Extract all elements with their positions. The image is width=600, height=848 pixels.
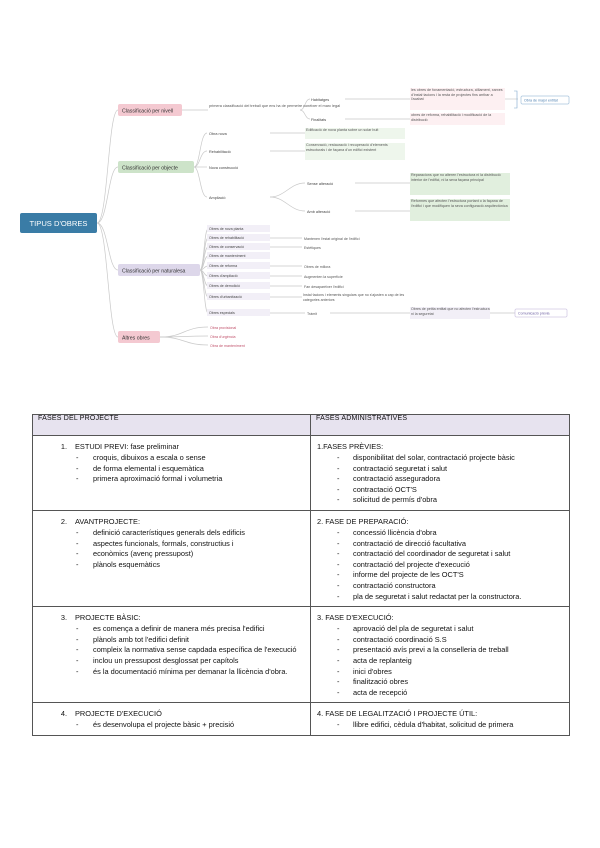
phase-items <box>39 453 304 485</box>
table-row <box>33 436 570 511</box>
list-item: - presentació avís previ a la conselleria de treball <box>317 645 563 656</box>
cell-right <box>311 436 570 511</box>
objecte-subnote-1: Reformes que afecten l'estructura portant o la façana de l'edifici i que modifiquen la seva configuració arquitectònica <box>411 199 508 208</box>
list-item: - contractació de direcció facultativa <box>317 539 563 550</box>
cell-left <box>33 607 311 703</box>
naturalesa-desc: Obres de petita entitat que no afecten l'estructura ni la seguretat <box>411 307 490 316</box>
list-item: - contractació seguretat i salut <box>317 464 563 475</box>
list-item: - croquis, dibuixos a escala o sense <box>39 453 304 464</box>
cell-left <box>33 510 311 606</box>
phase-items <box>39 624 304 677</box>
cell-right <box>311 703 570 736</box>
altres-item: Obra provisional <box>210 326 237 330</box>
nivell-note-1: obres de reforma, rehabilitació i modificació de la distribució <box>411 113 492 122</box>
list-item: - és desenvolupa el projecte bàsic + precisió <box>39 720 304 731</box>
list-item: - contractació constructora <box>317 581 563 592</box>
objecte-item: Nova construcció <box>209 166 239 170</box>
bracket <box>514 91 517 108</box>
phase-items <box>39 720 304 731</box>
objecte-note-1: Conservació, restauració i recuperació d'elements estructurals i de façana d'un edifici existent <box>306 143 388 152</box>
svg-text:Classificació per objecte: Classificació per objecte <box>122 165 178 172</box>
table-header-row <box>33 415 570 436</box>
list-item: - llibre edifici, cèdula d'habitat, solicitud de primera <box>317 720 563 731</box>
list-item: - informe del projecte de les OCT'S <box>317 570 563 581</box>
cell-left <box>33 436 311 511</box>
svg-text:Classificació per nivell: Classificació per nivell <box>122 108 174 115</box>
phase-items <box>39 528 304 570</box>
naturalesa-item: Obres de reforma <box>209 264 238 268</box>
list-item: - solicitud de permís d'obra <box>317 495 563 506</box>
phase-title: 4. FASE DE LEGALITZACIÓ I PROJECTE ÚTIL: <box>317 709 478 719</box>
nivell-desc: primera classificació del treball que ens ha de permetre conèixer el marc legal <box>209 104 341 108</box>
phase-items <box>317 720 563 731</box>
svg-text:TIPUS D'OBRES: TIPUS D'OBRES <box>29 219 88 228</box>
nivell-sub-0: Habitatges <box>311 98 330 102</box>
list-item: - és la documentació mínima per demanar la llicència d'obra. <box>39 667 304 678</box>
objecte-note-0: Edificació de nova planta sobre un solar buit <box>306 128 379 132</box>
cell-right <box>311 510 570 606</box>
naturalesa-item: Obres de demolició <box>209 284 240 288</box>
branch-nivell[interactable] <box>118 104 182 116</box>
objecte-subnote-0: Reparacions que no alteren l'estructura ni la distribució interior de l'edifici, ni la seva façana principal <box>411 173 501 182</box>
phase-title: 4. PROJECTE D'EXECUCIÓ <box>60 709 162 719</box>
naturalesa-note: Augmenten la superfície <box>304 275 343 279</box>
objecte-item: Ampliació <box>209 196 226 200</box>
list-item: - concessió llicència d'obra <box>317 528 563 539</box>
list-item: - contractació OCT'S <box>317 485 563 496</box>
root-node[interactable] <box>20 213 97 233</box>
naturalesa-items <box>207 225 270 316</box>
phase-items <box>317 528 563 602</box>
list-item: - finalització obres <box>317 677 563 688</box>
phase-title: 3. FASE D'EXECUCIÓ: <box>317 613 394 623</box>
list-item: - contractació del coordinador de seguretat i salut <box>317 549 563 560</box>
naturalesa-tag: Comunicació prèvia <box>518 311 550 316</box>
list-item: - contractació asseguradora <box>317 474 563 485</box>
branch-naturalesa[interactable] <box>118 264 200 276</box>
phase-title: 2. AVANTPROJECTE: <box>60 516 141 526</box>
list-item: - es comença a definir de manera més precisa l'edifici <box>39 624 304 635</box>
branch-altres[interactable] <box>118 331 160 343</box>
cell-right <box>311 607 570 703</box>
naturalesa-item: Obres d'urbanització <box>209 295 242 299</box>
list-item: - acta de replanteig <box>317 656 563 667</box>
naturalesa-note: Estètiques <box>304 246 321 250</box>
naturalesa-notes <box>304 237 360 289</box>
list-item: - definició característiques generals dels edificis <box>39 528 304 539</box>
cell-left <box>33 703 311 736</box>
naturalesa-note: Fan desaparèixer l'edifici <box>304 285 344 289</box>
altres-item: Obra de manteniment <box>210 344 245 348</box>
objecte-items <box>209 132 238 200</box>
svg-text:Altres obres: Altres obres <box>122 335 150 342</box>
table-row <box>33 703 570 736</box>
list-item: - inclou un pressupost desglossat per capítols <box>39 656 304 667</box>
list-item: - contractació del projecte d'execució <box>317 560 563 571</box>
nivell-sub-1: Finalitats <box>311 118 327 122</box>
naturalesa-note: Obres de millora <box>304 265 331 269</box>
header-fases-administratives: FASES ADMINISTRATIVES <box>311 415 570 436</box>
phase-title: 1. ESTUDI PREVI: fase preliminar <box>60 442 179 451</box>
phase-title: 1.FASES PRÈVIES: <box>317 442 384 451</box>
naturalesa-item: Obres de conservació <box>209 245 244 249</box>
list-item: - aprovació del pla de seguretat i salut <box>317 624 563 635</box>
naturalesa-item: Obres de manteniment <box>209 254 246 258</box>
naturalesa-item: Obres de nova planta <box>209 227 244 231</box>
mind-map <box>0 0 600 400</box>
nivell-tag: Obra de major entitat <box>524 98 558 103</box>
list-item: - plànols esquemàtics <box>39 560 304 571</box>
objecte-sub-0: Sense alteració <box>307 182 334 186</box>
objecte-sub-1: Amb alteració <box>307 210 331 214</box>
list-item: - aspectes funcionals, formals, constructius i <box>39 539 304 550</box>
list-item: - acta de recepció <box>317 688 563 699</box>
branch-objecte[interactable] <box>118 161 194 173</box>
table-row <box>33 510 570 606</box>
list-item: - disponibilitat del solar, contractació projecte bàsic <box>317 453 563 464</box>
altres-item: Obra d'urgència <box>210 335 236 339</box>
list-item: - primera aproximació formal i volumetria <box>39 474 304 485</box>
header-fases-projecte: FASES DEL PROJECTE <box>33 415 311 436</box>
list-item: - de forma elemental i esquemàtica <box>39 464 304 475</box>
phase-title: 2. FASE DE PREPARACIÓ: <box>317 516 409 526</box>
table-row <box>33 607 570 703</box>
phase-items <box>317 624 563 698</box>
naturalesa-note: Mantenen l'estat original de l'edifici <box>304 237 360 241</box>
phase-title: 3. PROJECTE BÀSIC: <box>60 613 141 623</box>
objecte-item: Obra nova <box>209 132 227 136</box>
list-item: - compleix la normativa sense capdada específica de l'execució <box>39 645 304 656</box>
list-item: - contractació coordinació S.S <box>317 635 563 646</box>
naturalesa-note-6: Instal·lacions i elements singulars que no s'ajusten a cap de les categories anteriors <box>303 293 405 302</box>
phase-items <box>317 453 563 506</box>
list-item: - inici d'obres <box>317 667 563 678</box>
naturalesa-item: Obres especials <box>209 311 235 315</box>
phases-table <box>32 414 570 736</box>
naturalesa-item: Obres d'ampliació <box>209 274 238 278</box>
objecte-item: Rehabilitació <box>209 150 231 154</box>
list-item: - pla de seguretat i salut redactat per la constructora. <box>317 592 563 603</box>
naturalesa-last-note: Tràmit <box>307 312 318 316</box>
nivell-note-0: les obres de fonamentació, estructura, aïllament, xarxes d'instal·lacions i la resta de projectes fins arribar a l'acabat <box>411 88 503 102</box>
list-item: - econòmics (avenç pressupost) <box>39 549 304 560</box>
altres-items <box>210 326 245 348</box>
svg-text:Classificació per naturalesa: Classificació per naturalesa <box>122 268 186 275</box>
naturalesa-item: Obres de rehabilitació <box>209 236 244 240</box>
list-item: - plànols amb tot l'edifici definit <box>39 635 304 646</box>
